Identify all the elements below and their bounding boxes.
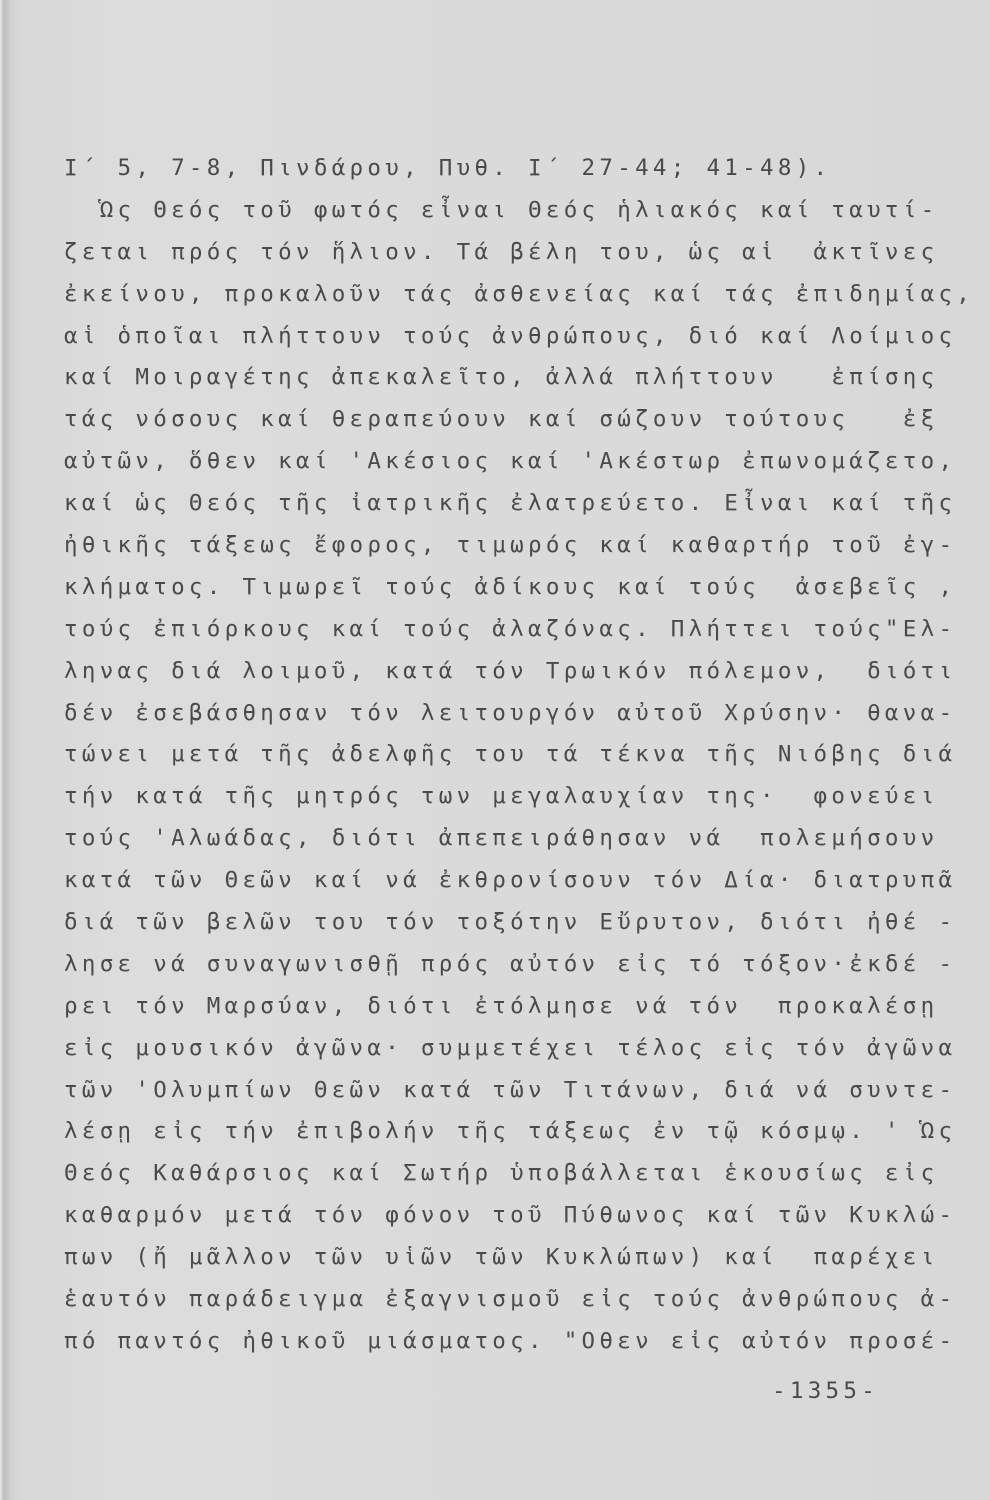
text-line: κλήματος. Τιμωρεῖ τούς ἀδίκους καί τούς ἀσεβεῖς , xyxy=(64,573,957,600)
text-line: τούς 'Αλωάδας, διότι ἀπεπειράθησαν νά πολεμήσουν xyxy=(64,825,939,852)
text-line: καθαρμόν μετά τόν φόνον τοῦ Πύθωνος καί τῶν Κυκλώ- xyxy=(64,1202,957,1229)
text-line: εἰς μουσικόν ἀγῶνα· συμμετέχει τέλος εἰς τόν ἀγῶνα xyxy=(64,1034,957,1061)
text-line: τώνει μετά τῆς ἀδελφῆς του τά τέκνα τῆς Νιόβης διά xyxy=(64,741,957,768)
text-line: λέσῃ εἰς τήν ἐπιβολήν τῆς τάξεως ἐν τῷ κόσμῳ. ' Ὡς xyxy=(64,1118,957,1145)
text-line: δέν ἐσεβάσθησαν τόν λειτουργόν αὐτοῦ Χρύσην· θανα- xyxy=(64,699,957,726)
text-line: τούς ἐπιόρκους καί τούς ἀλαζόνας. Πλήττει τούς"Ελ- xyxy=(64,615,957,642)
text-line: λησε νά συναγωνισθῇ πρός αὐτόν εἰς τό τόξον·ἐκδέ - xyxy=(64,950,957,977)
page-edge-shadow xyxy=(0,0,10,1500)
text-line: διά τῶν βελῶν του τόν τοξότην Εὔρυτον, διότι ἠθέ - xyxy=(64,909,957,936)
text-line: κατά τῶν Θεῶν καί νά ἐκθρονίσουν τόν Δία· διατρυπᾶ xyxy=(64,867,957,894)
text-line: Ὡς Θεός τοῦ φωτός εἶναι Θεός ἡλιακός καί ταυτί- xyxy=(64,196,939,223)
text-line: ἑαυτόν παράδειγμα ἐξαγνισμοῦ εἰς τούς ἀνθρώπους ἀ- xyxy=(64,1286,957,1313)
text-line: τῶν 'Ολυμπίων Θεῶν κατά τῶν Τιτάνων, διά νά συντε- xyxy=(64,1076,957,1103)
text-line: πό παντός ἠθικοῦ μιάσματος. "Οθεν εἰς αὐτόν προσέ- xyxy=(64,1327,957,1354)
page-number: -1355- xyxy=(772,1378,880,1404)
text-line: τήν κατά τῆς μητρός των μεγαλαυχίαν της· φονεύει xyxy=(64,783,939,810)
text-line: ληνας διά λοιμοῦ, κατά τόν Τρωικόν πόλεμον, διότι xyxy=(64,657,957,684)
text-line: καί Μοιραγέτης ἀπεκαλεῖτο, ἀλλά πλήττουν ἐπίσης xyxy=(64,364,939,391)
text-line: καί ὡς Θεός τῆς ἰατρικῆς ἐλατρεύετο. Εἶναι καί τῆς xyxy=(64,490,957,517)
text-line: ζεται πρός τόν ἥλιον. Τά βέλη του, ὡς αἱ ἀκτῖνες xyxy=(64,238,939,265)
text-line: Θεός Καθάρσιος καί Σωτήρ ὑποβάλλεται ἑκουσίως εἰς xyxy=(64,1160,939,1187)
text-line: πων (ἤ μᾶλλον τῶν υἱῶν τῶν Κυκλώπων) καί παρέχει xyxy=(64,1244,939,1271)
text-line: αἱ ὁποῖαι πλήττουν τούς ἀνθρώπους, διό καί Λοίμιος xyxy=(64,322,957,349)
text-line: τάς νόσους καί θεραπεύουν καί σώζουν τούτους ἐξ xyxy=(64,406,939,433)
body-text xyxy=(64,148,975,1363)
text-line: ἠθικῆς τάξεως ἔφορος, τιμωρός καί καθαρτήρ τοῦ ἐγ- xyxy=(64,532,957,559)
text-line: αὐτῶν, ὅθεν καί 'Ακέσιος καί 'Ακέστωρ ἐπωνομάζετο, xyxy=(64,448,957,475)
text-line: ἐκείνου, προκαλοῦν τάς ἀσθενείας καί τάς ἐπιδημίας, xyxy=(64,280,975,307)
text-line: Ι΄ 5, 7-8, Πινδάρου, Πυθ. Ι΄ 27-44; 41-48). xyxy=(64,155,832,181)
text-line: ρει τόν Μαρσύαν, διότι ἐτόλμησε νά τόν προκαλέσῃ xyxy=(64,992,939,1019)
